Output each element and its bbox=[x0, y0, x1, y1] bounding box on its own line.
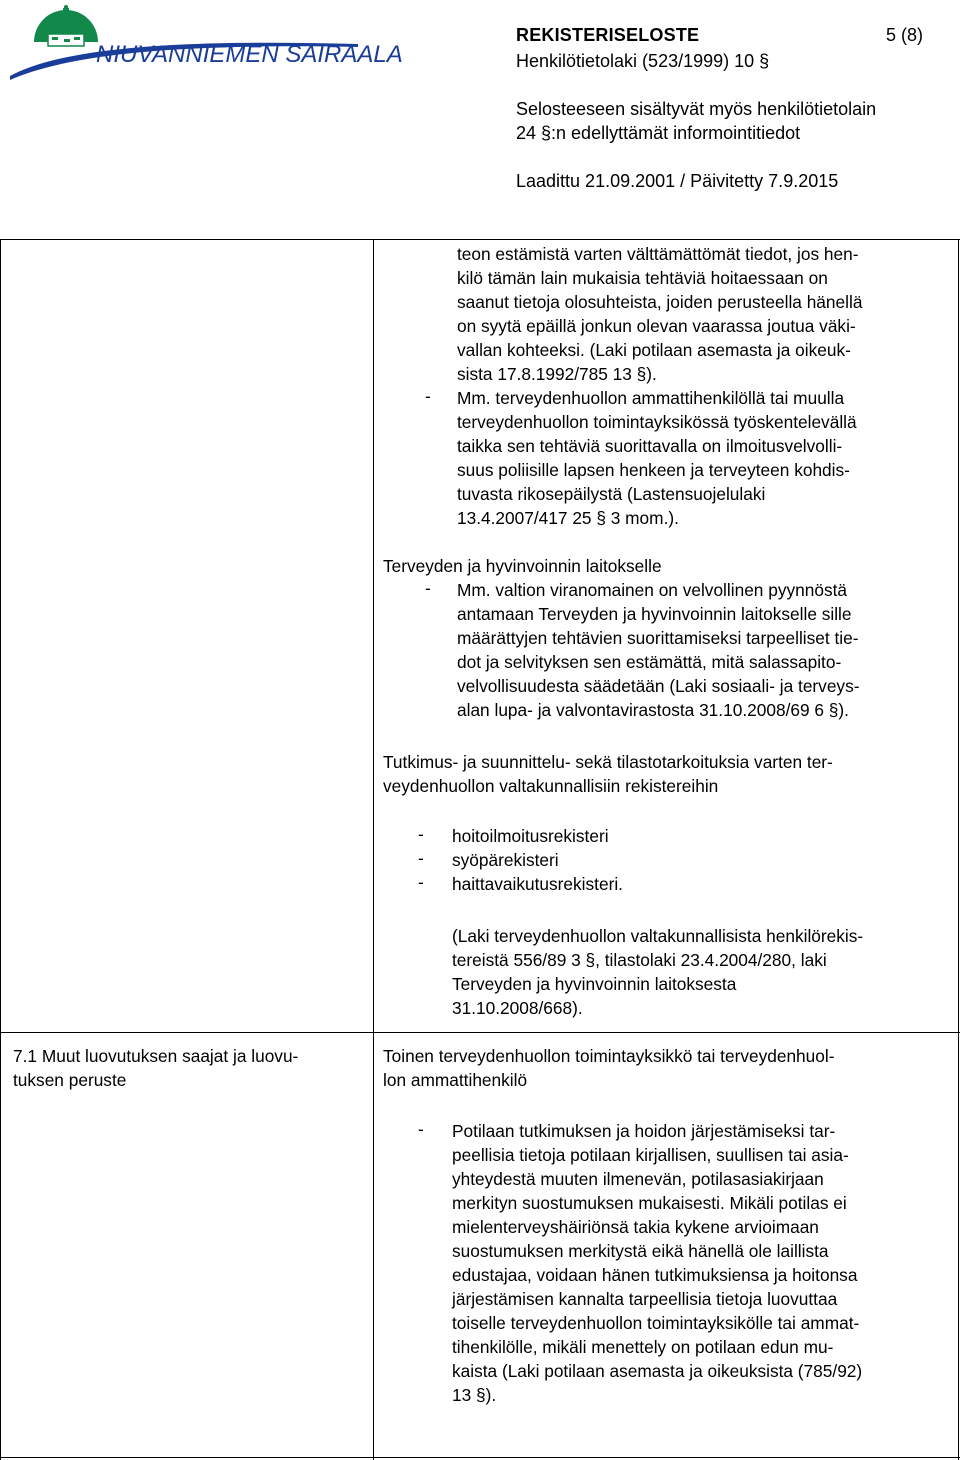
table-right-border bbox=[958, 239, 959, 1460]
text-line: taikka sen tehtäviä suorittavalla on ilmoitusvelvolli- bbox=[457, 436, 843, 456]
text-line: on syytä epäillä jonkun olevan vaarassa joutua väki- bbox=[457, 316, 856, 336]
paragraph-block-4 bbox=[383, 750, 833, 798]
text-line: terveydenhuollon toimintayksikössä työskentelevällä bbox=[457, 412, 857, 432]
header-note-line-2: 24 §:n edellyttämät informointitiedot bbox=[516, 123, 801, 143]
page-number: 5 (8) bbox=[886, 25, 924, 45]
text-line: tereistä 556/89 3 §, tilastolaki 23.4.2004/280, laki bbox=[452, 950, 827, 970]
paragraph-block-2 bbox=[457, 386, 857, 530]
text-line: teon estämistä varten välttämättömät tiedot, jos hen- bbox=[457, 244, 859, 264]
list-item-register: hoitoilmoitusrekisteri bbox=[452, 826, 609, 846]
text-line: peellisia tietoja potilaan kirjallisen, suullisen tai asia- bbox=[452, 1145, 849, 1165]
section-7-1-intro bbox=[383, 1044, 835, 1092]
text-line: antamaan Terveyden ja hyvinvoinnin laitokselle sille bbox=[457, 604, 852, 624]
list-dash: - bbox=[418, 1119, 424, 1139]
text-line: Tutkimus- ja suunnittelu- sekä tilastotarkoituksia varten ter- bbox=[383, 752, 833, 772]
text-line: Mm. valtion viranomainen on velvollinen pyynnöstä bbox=[457, 580, 847, 600]
text-line: mielenterveyshäiriönsä takia kykene arvioimaan bbox=[452, 1217, 819, 1237]
list-item-register: haittavaikutusrekisteri. bbox=[452, 874, 623, 894]
text-line: Potilaan tutkimuksen ja hoidon järjestämiseksi tar- bbox=[452, 1121, 836, 1141]
table-column-divider bbox=[373, 239, 374, 1460]
text-line: Mm. terveydenhuollon ammattihenkilöllä tai muulla bbox=[457, 388, 845, 408]
paragraph-block-3 bbox=[457, 578, 859, 722]
text-line: alan lupa- ja valvontavirastosta 31.10.2008/69 6 §). bbox=[457, 700, 849, 720]
text-line: 7.1 Muut luovutuksen saajat ja luovu- bbox=[13, 1046, 299, 1066]
text-line: veydenhuollon valtakunnallisiin rekistereihin bbox=[383, 776, 719, 796]
table-left-border bbox=[0, 239, 1, 1460]
list-dash: - bbox=[418, 872, 424, 892]
text-line: Terveyden ja hyvinvoinnin laitoksesta bbox=[452, 974, 737, 994]
paragraph-block-5 bbox=[452, 924, 863, 1020]
text-line: 31.10.2008/668). bbox=[452, 998, 583, 1018]
text-line: lon ammattihenkilö bbox=[383, 1070, 528, 1090]
text-line: (Laki terveydenhuollon valtakunnallisista henkilörekis- bbox=[452, 926, 864, 946]
section-label-7-1 bbox=[13, 1044, 298, 1092]
text-line: toiselle terveydenhuollon toimintayksikölle tai ammat- bbox=[452, 1313, 860, 1333]
text-line: Toinen terveydenhuollon toimintayksikkö tai terveydenhuol- bbox=[383, 1046, 835, 1066]
list-dash: - bbox=[418, 824, 424, 844]
text-line: yhteydestä muuten ilmenevän, potilasasiakirjaan bbox=[452, 1169, 824, 1189]
text-line: saanut tietoja olosuhteista, joiden perusteella hänellä bbox=[457, 292, 863, 312]
text-line: järjestämisen kannalta tarpeellisia tietoja luovuttaa bbox=[452, 1289, 838, 1309]
list-item-register: syöpärekisteri bbox=[452, 850, 559, 870]
list-dash: - bbox=[425, 386, 431, 406]
document-title: REKISTERISELOSTE bbox=[516, 25, 700, 45]
paragraph-block-1 bbox=[457, 242, 862, 386]
text-line: määrättyjen tehtävien suorittamiseksi tarpeelliset tie- bbox=[457, 628, 859, 648]
text-line: dot ja selvityksen sen estämättä, mitä salassapito- bbox=[457, 652, 842, 672]
text-line: suus poliisille lapsen henkeen ja terveyteen kohdis- bbox=[457, 460, 850, 480]
logo-text: NIUVANNIEMEN SAIRAALA bbox=[96, 41, 403, 68]
text-line: sista 17.8.1992/785 13 §). bbox=[457, 364, 657, 384]
text-line: tihenkilölle, mikäli menettely on potilaan edun mu- bbox=[452, 1337, 834, 1357]
section-heading-thl: Terveyden ja hyvinvoinnin laitokselle bbox=[383, 556, 662, 576]
header-dates: Laadittu 21.09.2001 / Päivitetty 7.9.2015 bbox=[516, 171, 839, 191]
text-line: kaista (Laki potilaan asemasta ja oikeuksista (785/92) bbox=[452, 1361, 863, 1381]
text-line: tuvasta rikosepäilystä (Lastensuojelulaki bbox=[457, 484, 766, 504]
list-dash: - bbox=[418, 848, 424, 868]
text-line: edustajaa, voidaan hänen tutkimuksiensa ja hoitonsa bbox=[452, 1265, 858, 1285]
niuvanniemi-logo bbox=[8, 4, 403, 78]
header-note-line-1: Selosteeseen sisältyvät myös henkilötietolain bbox=[516, 99, 877, 119]
text-line: suostumuksen merkitystä eikä hänellä ole laillista bbox=[452, 1241, 829, 1261]
text-line: kilö tämän lain mukaisia tehtäviä hoitaessaan on bbox=[457, 268, 828, 288]
text-line: 13 §). bbox=[452, 1385, 497, 1405]
table-bottom-border bbox=[0, 1457, 960, 1458]
text-line: vallan kohteeksi. (Laki potilaan asemasta ja oikeuk- bbox=[457, 340, 851, 360]
section-7-1-item bbox=[452, 1119, 862, 1407]
text-line: velvollisuudesta säädetään (Laki sosiaali- ja terveys- bbox=[457, 676, 860, 696]
text-line: 13.4.2007/417 25 § 3 mom.). bbox=[457, 508, 679, 528]
list-dash: - bbox=[425, 578, 431, 598]
text-line: merkityn suostumuksen mukaisesti. Mikäli potilas ei bbox=[452, 1193, 847, 1213]
text-line: tuksen peruste bbox=[13, 1070, 127, 1090]
table-top-border bbox=[0, 239, 960, 240]
law-reference: Henkilötietolaki (523/1999) 10 § bbox=[516, 51, 770, 71]
table-row-divider bbox=[0, 1032, 960, 1033]
